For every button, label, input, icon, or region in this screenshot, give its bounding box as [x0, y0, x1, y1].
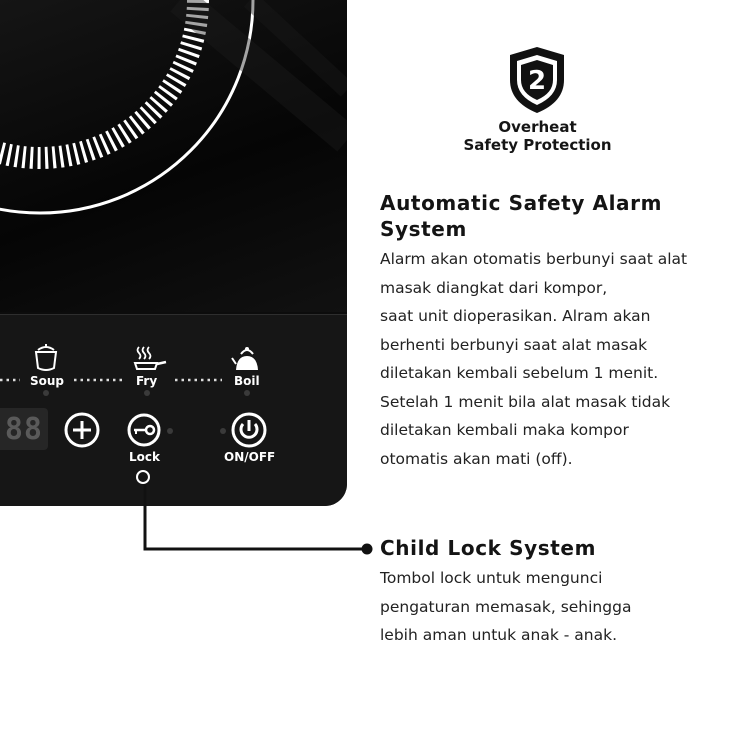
badge-number: 2	[527, 66, 547, 96]
alarm-title-line-1: Automatic Safety Alarm	[380, 191, 663, 215]
lock-label: Lock	[129, 450, 160, 464]
child-lock-title: Child Lock System	[380, 536, 597, 560]
badge-line-2: Safety Protection	[463, 136, 612, 154]
alarm-line: Setelah 1 menit bila alat masak tidak	[380, 392, 671, 411]
power-icon[interactable]	[230, 411, 268, 449]
timer-display	[0, 408, 48, 450]
badge-line-1: Overheat	[498, 118, 577, 136]
kettle-icon	[231, 344, 263, 374]
shield-icon	[506, 44, 568, 116]
alarm-line: masak diangkat dari kompor,	[380, 278, 608, 297]
alarm-description	[380, 245, 687, 473]
child-lock-line: Tombol lock untuk mengunci	[380, 569, 603, 587]
lock-callout-anchor	[136, 470, 150, 484]
cooking-surface	[0, 0, 347, 312]
control-panel	[0, 314, 347, 506]
child-lock-line: pengaturan memasak, sehingga	[380, 597, 632, 616]
child-lock-description	[380, 564, 631, 650]
induction-cooker	[0, 0, 347, 506]
power-label: ON/OFF	[224, 450, 276, 464]
alarm-line: otomatis akan mati (off).	[380, 449, 573, 468]
mode-label-fry: Fry	[136, 374, 158, 388]
mode-label-soup: Soup	[30, 374, 65, 388]
lock-key-icon[interactable]	[126, 412, 164, 448]
display-digits: 88	[4, 412, 43, 447]
alarm-line: berhenti berbunyi saat alat masak	[380, 335, 648, 354]
plus-icon[interactable]	[63, 411, 101, 449]
alarm-line: diletakan kembali maka kompor	[380, 421, 629, 439]
alarm-title	[380, 190, 662, 242]
alarm-title-line-2: System	[380, 217, 467, 241]
mode-label-boil: Boil	[234, 374, 260, 388]
heating-zone-graphic	[0, 0, 347, 312]
alarm-line: Alarm akan otomatis berbunyi saat alat	[380, 250, 688, 268]
frying-pan-icon	[133, 345, 167, 373]
alarm-line: saat unit dioperasikan. Alram akan	[380, 307, 651, 325]
pot-icon	[32, 342, 60, 372]
alarm-line: diletakan kembali sebelum 1 menit.	[380, 364, 659, 382]
child-lock-line: lebih aman untuk anak - anak.	[380, 626, 618, 644]
